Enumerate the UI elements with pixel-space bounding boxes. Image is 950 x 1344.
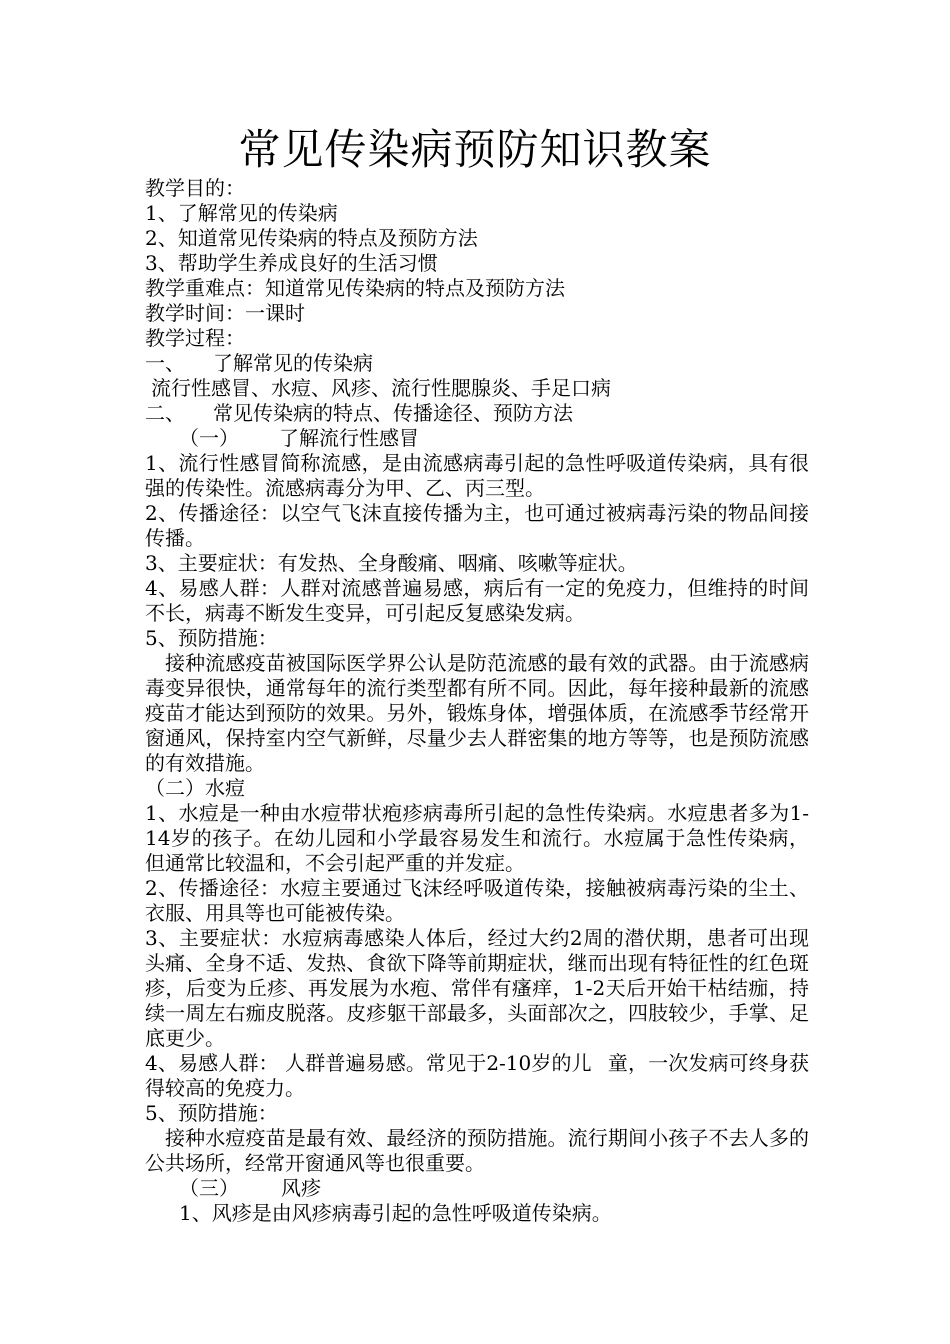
- pox-susceptible-part-1: 4、易感人群： 人群普遍易感。常见于2-10岁的儿: [145, 1051, 592, 1075]
- goal-heading: 教学目的：: [145, 176, 245, 200]
- subsection-1-number: （一）: [179, 426, 239, 450]
- section-2-title: 常见传染病的特点、传播途径、预防方法: [213, 401, 573, 425]
- section-1-list: 流行性感冒、水痘、风疹、流行性腮腺炎、手足口病: [151, 376, 611, 400]
- section-1-title: 了解常见的传染病: [213, 351, 373, 375]
- process-heading: 教学过程：: [145, 326, 245, 350]
- lesson-time: 教学时间：一课时: [145, 301, 305, 325]
- goal-item-2: 2、知道常见传染病的特点及预防方法: [145, 226, 478, 250]
- section-1-number: 一、: [145, 351, 185, 375]
- flu-prevention-heading: 5、预防措施：: [145, 626, 278, 650]
- subsection-3-number: （三）: [179, 1176, 239, 1200]
- subsection-3-heading: [145, 1176, 809, 1201]
- goal-item-3: 3、帮助学生养成良好的生活习惯: [145, 251, 438, 275]
- pox-transmission: 2、传播途径：水痘主要通过飞沫经呼吸道传染，接触被病毒污染的尘土、衣服、用具等也可能被传染。: [145, 876, 809, 925]
- flu-symptoms: 3、主要症状：有发热、全身酸痛、咽痛、咳嗽等症状。: [145, 551, 638, 575]
- subsection-1-title: 了解流行性感冒: [279, 426, 419, 450]
- key-points: 教学重难点：知道常见传染病的特点及预防方法: [145, 276, 565, 300]
- pox-susceptible: [145, 1051, 809, 1101]
- pox-symptoms: 3、主要症状：水痘病毒感染人体后，经过大约2周的潜伏期，患者可出现头痛、全身不适、发热、食欲下降等前期症状，继而出现有特征性的红色斑疹，后变为丘疹、再发展为水疱、常伴有瘙痒，1-2天后开始干枯结痂，持续一周左右痂皮脱落。皮疹躯干部最多，头面部次之，四肢较少，手掌、足底更少。: [145, 926, 809, 1050]
- pox-definition: 1、水痘是一种由水痘带状疱疹病毒所引起的急性传染病。水痘患者多为1-14岁的孩子。在幼儿园和小学最容易发生和流行。水痘属于急性传染病，但通常比较温和，不会引起严重的并发症。: [145, 801, 809, 875]
- subsection-3-title: 风疹: [281, 1176, 321, 1200]
- rubella-definition: 1、风疹是由风疹病毒引起的急性呼吸道传染病。: [179, 1201, 612, 1225]
- section-1-heading: [145, 351, 809, 376]
- document-title: 常见传染病预防知识教案: [238, 125, 712, 174]
- pox-susceptible-part-2: 童，一次发病可终身获得较高的免疫力。: [145, 1051, 810, 1100]
- pox-prevention-heading: 5、预防措施：: [145, 1101, 278, 1125]
- pox-prevention-text: 接种水痘疫苗是最有效、最经济的预防措施。流行期间小孩子不去人多的公共场所，经常开窗通风等也很重要。: [145, 1126, 809, 1175]
- flu-susceptible: 4、易感人群：人群对流感普遍易感，病后有一定的免疫力，但维持的时间不长，病毒不断发生变异，可引起反复感染发病。: [145, 576, 809, 625]
- document-body: [145, 176, 809, 1226]
- subsection-1-heading: [145, 426, 809, 451]
- goal-item-1: 1、了解常见的传染病: [145, 201, 338, 225]
- subsection-2-heading: （二）水痘: [145, 776, 245, 800]
- flu-definition: 1、流行性感冒简称流感，是由流感病毒引起的急性呼吸道传染病，具有很强的传染性。流感病毒分为甲、乙、丙三型。: [145, 451, 809, 500]
- section-2-heading: [145, 401, 809, 426]
- flu-prevention-text: 接种流感疫苗被国际医学界公认是防范流感的最有效的武器。由于流感病毒变异很快，通常每年的流行类型都有所不同。因此，每年接种最新的流感疫苗才能达到预防的效果。另外，锻炼身体，增强体质，在流感季节经常开窗通风，保持室内空气新鲜，尽量少去人群密集的地方等等，也是预防流感的有效措施。: [145, 651, 809, 775]
- section-2-number: 二、: [145, 401, 185, 425]
- flu-transmission: 2、传播途径：以空气飞沫直接传播为主，也可通过被病毒污染的物品间接传播。: [145, 501, 809, 550]
